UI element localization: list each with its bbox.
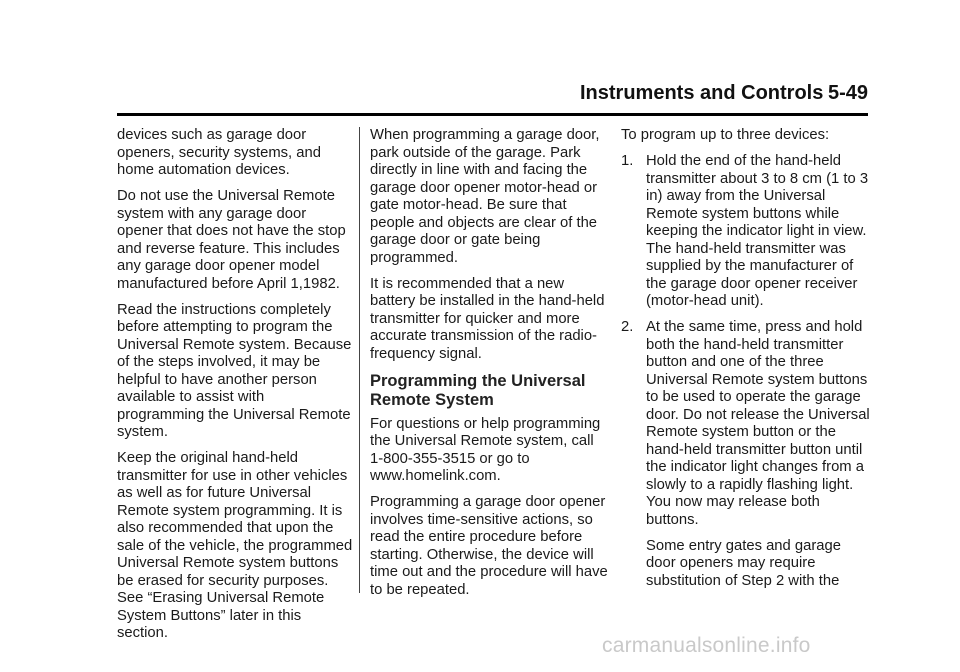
paragraph: Programming a garage door opener involves time-sensitive actions, so read the entire procedure before starting. Otherwise, the device will time out and the procedure will have to be repeated. — [370, 494, 608, 598]
header-rule — [117, 113, 868, 116]
paragraph: To program up to three devices: — [621, 127, 830, 143]
paragraph: When programming a garage door, park outside of the garage. Park directly in line with and facing the garage door opener motor-head or gate motor-head. Be sure that people and objects are clear of the garage door or gate being programmed. — [370, 127, 600, 266]
paragraph: Read the instructions completely before attempting to program the Universal Remote system. Because of the steps involved, it may be helpful to have another person available to assist with programming the Universal Remote system. — [117, 301, 352, 440]
paragraph: Do not use the Universal Remote system with any garage door opener that does not have the stop and reverse feature. This includes any garage door opener model manufactured before April 1,1982. — [117, 188, 346, 292]
text-column-1 — [117, 127, 353, 651]
paragraph: It is recommended that a new battery be installed in the hand-held transmitter for quicker and more accurate transmission of the radio-frequency signal. — [370, 275, 605, 362]
watermark: carmanualsonline.info — [602, 634, 811, 657]
section-title: Instruments and Controls — [580, 82, 824, 104]
step-note: Some entry gates and garage door openers may require substitution of Step 2 with the — [646, 537, 841, 589]
text-column-3 — [621, 127, 871, 599]
page-header — [580, 82, 868, 104]
step-item — [621, 319, 871, 529]
step-text: Hold the end of the hand-held transmitter about 3 to 8 cm (1 to 3 in) away from the Universal Remote system buttons while keeping the indicator light in view. The hand-held transmitter was supplied by the manufacturer of the garage door opener receiver (motor-head unit). — [646, 153, 869, 309]
paragraph: devices such as garage door openers, security systems, and home automation devices. — [117, 127, 321, 178]
paragraph: For questions or help programming the Universal Remote system, call 1-800-355-3515 or go to www.homelink.com. — [370, 415, 601, 484]
step-item — [621, 153, 871, 311]
page-number: 5-49 — [827, 82, 868, 104]
paragraph: Keep the original hand-held transmitter for use in other vehicles as well as for future Universal Remote system programming. It is also recommended that upon the sale of the vehicle, the programmed Universal Remote system buttons be erased for security purposes. See “Erasing Universal Remote System Buttons” later in this section. — [117, 450, 353, 641]
step-number: 2. — [621, 319, 634, 335]
text-column-2 — [370, 127, 608, 608]
step-text: At the same time, press and hold both the hand-held transmitter button and one of the three Universal Remote system buttons to be used to operate the garage door. Do not release the Universal Remote system button or the hand-held transmitter button until the indicator light changes from a slowly to a rapidly flashing light. You now may release both buttons. — [646, 319, 870, 528]
section-heading: Programming the Universal Remote System — [370, 371, 586, 409]
step-number: 1. — [621, 153, 634, 169]
column-divider — [359, 127, 360, 593]
